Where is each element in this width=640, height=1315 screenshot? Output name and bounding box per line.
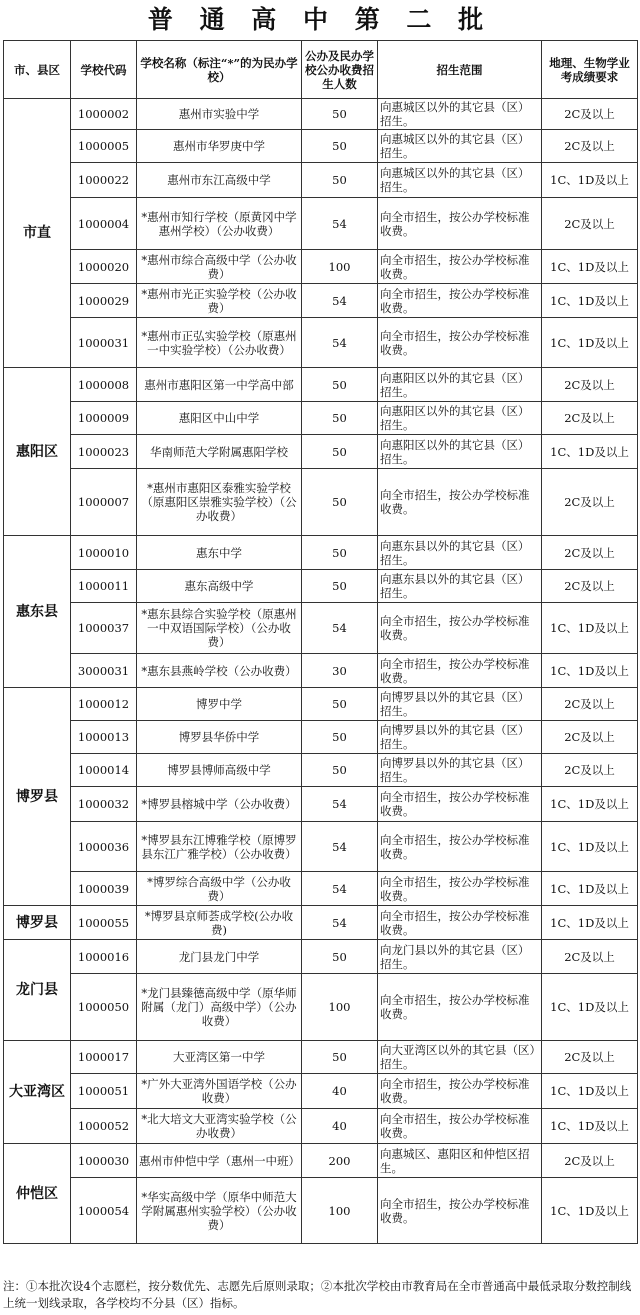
- requirement-cell: 2C及以上: [542, 402, 638, 435]
- table-row: [4, 130, 638, 163]
- school-name-cell: *惠东县燕岭学校（公办收费）: [137, 654, 302, 688]
- requirement-cell: 1C、1D及以上: [542, 974, 638, 1041]
- school-name-cell: 惠州市东江高级中学: [137, 163, 302, 198]
- count-cell: 50: [302, 570, 378, 603]
- table-row: [4, 536, 638, 570]
- scope-cell: 向惠阳区以外的其它县（区）招生。: [378, 435, 542, 469]
- school-name-cell: *惠州市知行学校（原黄冈中学惠州学校）（公办收费）: [137, 198, 302, 250]
- school-name-cell: *华实高级中学（原华中师范大学附属惠州实验学校）（公办收费）: [137, 1178, 302, 1244]
- requirement-cell: 1C、1D及以上: [542, 1109, 638, 1144]
- requirement-cell: 2C及以上: [542, 721, 638, 754]
- school-code-cell: 1000054: [71, 1178, 137, 1244]
- scope-cell: 向博罗县以外的其它县（区）招生。: [378, 754, 542, 787]
- school-code-cell: 3000031: [71, 654, 137, 688]
- table-row: [4, 654, 638, 688]
- school-code-cell: 1000036: [71, 822, 137, 872]
- count-cell: 100: [302, 974, 378, 1041]
- school-code-cell: 1000016: [71, 940, 137, 974]
- count-cell: 100: [302, 250, 378, 284]
- school-code-cell: 1000009: [71, 402, 137, 435]
- school-code-cell: 1000007: [71, 469, 137, 536]
- school-name-cell: *博罗县榕城中学（公办收费）: [137, 787, 302, 822]
- school-name-cell: 大亚湾区第一中学: [137, 1041, 302, 1074]
- school-name-cell: *惠州市正弘实验学校（原惠州一中实验学校）（公办收费）: [137, 318, 302, 368]
- school-name-cell: *北大培文大亚湾实验学校（公办收费）: [137, 1109, 302, 1144]
- scope-cell: 向惠城区以外的其它县（区）招生。: [378, 163, 542, 198]
- count-cell: 54: [302, 603, 378, 654]
- requirement-cell: 1C、1D及以上: [542, 318, 638, 368]
- table-row: [4, 99, 638, 130]
- scope-cell: 向大亚湾区以外的其它县（区）招生。: [378, 1041, 542, 1074]
- table-row: [4, 469, 638, 536]
- table-row: [4, 402, 638, 435]
- header-requirement: 地理、生物学业考成绩要求: [542, 41, 638, 99]
- count-cell: 50: [302, 99, 378, 130]
- requirement-cell: 2C及以上: [542, 99, 638, 130]
- count-cell: 30: [302, 654, 378, 688]
- scope-cell: 向龙门县以外的其它县（区）招生。: [378, 940, 542, 974]
- count-cell: 50: [302, 754, 378, 787]
- school-code-cell: 1000014: [71, 754, 137, 787]
- count-cell: 54: [302, 198, 378, 250]
- region-cell: 惠东县: [4, 536, 71, 688]
- school-name-cell: 惠阳区中山中学: [137, 402, 302, 435]
- scope-cell: 向惠城区以外的其它县（区）招生。: [378, 130, 542, 163]
- table-row: [4, 603, 638, 654]
- region-cell: 龙门县: [4, 940, 71, 1041]
- school-code-cell: 1000050: [71, 974, 137, 1041]
- count-cell: 100: [302, 1178, 378, 1244]
- page-title: 普 通 高 中 第 二 批: [147, 5, 493, 34]
- header-school-name: 学校名称（标注“*”的为民办学校）: [137, 41, 302, 99]
- region-cell: 市直: [4, 99, 71, 368]
- school-code-cell: 1000031: [71, 318, 137, 368]
- count-cell: 50: [302, 721, 378, 754]
- scope-cell: 向全市招生，按公办学校标准收费。: [378, 1178, 542, 1244]
- count-cell: 40: [302, 1074, 378, 1109]
- scope-cell: 向惠阳区以外的其它县（区）招生。: [378, 402, 542, 435]
- count-cell: 50: [302, 688, 378, 721]
- school-code-cell: 1000005: [71, 130, 137, 163]
- scope-cell: 向全市招生，按公办学校标准收费。: [378, 198, 542, 250]
- scope-cell: 向全市招生，按公办学校标准收费。: [378, 1109, 542, 1144]
- count-cell: 50: [302, 163, 378, 198]
- school-name-cell: *惠州市惠阳区泰雅实验学校（原惠阳区崇雅实验学校）（公办收费）: [137, 469, 302, 536]
- header-row: [4, 41, 638, 99]
- scope-cell: 向惠阳区以外的其它县（区）招生。: [378, 368, 542, 402]
- table-row: [4, 368, 638, 402]
- region-cell: 大亚湾区: [4, 1041, 71, 1144]
- requirement-cell: 2C及以上: [542, 1144, 638, 1178]
- scope-cell: 向惠东县以外的其它县（区）招生。: [378, 536, 542, 570]
- scope-cell: 向全市招生，按公办学校标准收费。: [378, 906, 542, 940]
- school-code-cell: 1000032: [71, 787, 137, 822]
- requirement-cell: 2C及以上: [542, 940, 638, 974]
- table-row: [4, 688, 638, 721]
- header-count: 公办及民办学校公办收费招生人数: [302, 41, 378, 99]
- school-code-cell: 1000011: [71, 570, 137, 603]
- header-region: 市、县区: [4, 41, 71, 99]
- requirement-cell: 2C及以上: [542, 1041, 638, 1074]
- count-cell: 54: [302, 787, 378, 822]
- header-code: 学校代码: [71, 41, 137, 99]
- requirement-cell: 1C、1D及以上: [542, 822, 638, 872]
- scope-cell: 向全市招生，按公办学校标准收费。: [378, 1074, 542, 1109]
- count-cell: 50: [302, 469, 378, 536]
- requirement-cell: 1C、1D及以上: [542, 435, 638, 469]
- scope-cell: 向惠东县以外的其它县（区）招生。: [378, 570, 542, 603]
- requirement-cell: 2C及以上: [542, 754, 638, 787]
- region-cell: 博罗县: [4, 688, 71, 906]
- school-name-cell: 博罗中学: [137, 688, 302, 721]
- table-row: [4, 1041, 638, 1074]
- school-name-cell: 博罗县博师高级中学: [137, 754, 302, 787]
- scope-cell: 向全市招生，按公办学校标准收费。: [378, 974, 542, 1041]
- count-cell: 54: [302, 872, 378, 906]
- count-cell: 54: [302, 906, 378, 940]
- school-name-cell: 惠东高级中学: [137, 570, 302, 603]
- scope-cell: 向博罗县以外的其它县（区）招生。: [378, 688, 542, 721]
- table-row: [4, 754, 638, 787]
- table-row: [4, 163, 638, 198]
- requirement-cell: 2C及以上: [542, 469, 638, 536]
- school-code-cell: 1000020: [71, 250, 137, 284]
- scope-cell: 向全市招生，按公办学校标准收费。: [378, 654, 542, 688]
- school-name-cell: 惠州市惠阳区第一中学高中部: [137, 368, 302, 402]
- school-name-cell: 惠东中学: [137, 536, 302, 570]
- school-code-cell: 1000017: [71, 1041, 137, 1074]
- requirement-cell: 2C及以上: [542, 570, 638, 603]
- school-code-cell: 1000004: [71, 198, 137, 250]
- scope-cell: 向惠城区以外的其它县（区）招生。: [378, 99, 542, 130]
- requirement-cell: 2C及以上: [542, 368, 638, 402]
- requirement-cell: 1C、1D及以上: [542, 906, 638, 940]
- scope-cell: 向全市招生，按公办学校标准收费。: [378, 250, 542, 284]
- requirement-cell: 1C、1D及以上: [542, 603, 638, 654]
- table-row: [4, 906, 638, 940]
- count-cell: 50: [302, 940, 378, 974]
- scope-cell: 向全市招生，按公办学校标准收费。: [378, 284, 542, 318]
- count-cell: 50: [302, 130, 378, 163]
- school-code-cell: 1000013: [71, 721, 137, 754]
- table-row: [4, 822, 638, 872]
- region-cell: 惠阳区: [4, 368, 71, 536]
- school-code-cell: 1000023: [71, 435, 137, 469]
- scope-cell: 向惠城区、惠阳区和仲恺区招生。: [378, 1144, 542, 1178]
- school-code-cell: 1000052: [71, 1109, 137, 1144]
- admission-table: [3, 40, 638, 1244]
- count-cell: 200: [302, 1144, 378, 1178]
- table-row: [4, 974, 638, 1041]
- school-name-cell: 惠州市仲恺中学（惠州一中班）: [137, 1144, 302, 1178]
- scope-cell: 向全市招生，按公办学校标准收费。: [378, 603, 542, 654]
- school-code-cell: 1000002: [71, 99, 137, 130]
- scope-cell: 向全市招生，按公办学校标准收费。: [378, 787, 542, 822]
- table-row: [4, 250, 638, 284]
- table-row: [4, 872, 638, 906]
- school-name-cell: *惠州市光正实验学校（公办收费）: [137, 284, 302, 318]
- count-cell: 50: [302, 435, 378, 469]
- region-cell: 博罗县: [4, 906, 71, 940]
- school-code-cell: 1000029: [71, 284, 137, 318]
- table-row: [4, 721, 638, 754]
- count-cell: 50: [302, 536, 378, 570]
- school-name-cell: 华南师范大学附属惠阳学校: [137, 435, 302, 469]
- requirement-cell: 1C、1D及以上: [542, 163, 638, 198]
- table-row: [4, 787, 638, 822]
- count-cell: 54: [302, 822, 378, 872]
- scope-cell: 向博罗县以外的其它县（区）招生。: [378, 721, 542, 754]
- count-cell: 54: [302, 318, 378, 368]
- region-cell: 仲恺区: [4, 1144, 71, 1244]
- school-name-cell: *龙门县臻德高级中学（原华师附属（龙门）高级中学）（公办收费）: [137, 974, 302, 1041]
- count-cell: 50: [302, 402, 378, 435]
- school-name-cell: 惠州市实验中学: [137, 99, 302, 130]
- count-cell: 50: [302, 368, 378, 402]
- school-code-cell: 1000012: [71, 688, 137, 721]
- count-cell: 54: [302, 284, 378, 318]
- table-row: [4, 1178, 638, 1244]
- school-code-cell: 1000051: [71, 1074, 137, 1109]
- table-row: [4, 1109, 638, 1144]
- requirement-cell: 1C、1D及以上: [542, 250, 638, 284]
- requirement-cell: 1C、1D及以上: [542, 654, 638, 688]
- requirement-cell: 1C、1D及以上: [542, 1074, 638, 1109]
- school-code-cell: 1000030: [71, 1144, 137, 1178]
- count-cell: 50: [302, 1041, 378, 1074]
- table-row: [4, 1144, 638, 1178]
- scope-cell: 向全市招生，按公办学校标准收费。: [378, 822, 542, 872]
- school-name-cell: *博罗综合高级中学（公办收费）: [137, 872, 302, 906]
- table-body: [4, 99, 638, 1244]
- requirement-cell: 1C、1D及以上: [542, 1178, 638, 1244]
- count-cell: 40: [302, 1109, 378, 1144]
- table-row: [4, 318, 638, 368]
- scope-cell: 向全市招生，按公办学校标准收费。: [378, 872, 542, 906]
- school-name-cell: *博罗县京师荟成学校(公办收费): [137, 906, 302, 940]
- school-name-cell: 惠州市华罗庚中学: [137, 130, 302, 163]
- school-name-cell: *博罗县东江博雅学校（原博罗县东江广雅学校）（公办收费）: [137, 822, 302, 872]
- school-code-cell: 1000055: [71, 906, 137, 940]
- requirement-cell: 2C及以上: [542, 688, 638, 721]
- school-code-cell: 1000022: [71, 163, 137, 198]
- school-name-cell: *广外大亚湾外国语学校（公办收费）: [137, 1074, 302, 1109]
- school-code-cell: 1000039: [71, 872, 137, 906]
- table-row: [4, 284, 638, 318]
- school-name-cell: 龙门县龙门中学: [137, 940, 302, 974]
- table-row: [4, 940, 638, 974]
- header-scope: 招生范围: [378, 41, 542, 99]
- requirement-cell: 2C及以上: [542, 536, 638, 570]
- requirement-cell: 1C、1D及以上: [542, 787, 638, 822]
- requirement-cell: 1C、1D及以上: [542, 284, 638, 318]
- table-row: [4, 1074, 638, 1109]
- school-name-cell: 博罗县华侨中学: [137, 721, 302, 754]
- school-code-cell: 1000037: [71, 603, 137, 654]
- scope-cell: 向全市招生，按公办学校标准收费。: [378, 318, 542, 368]
- scope-cell: 向全市招生，按公办学校标准收费。: [378, 469, 542, 536]
- school-code-cell: 1000010: [71, 536, 137, 570]
- requirement-cell: 2C及以上: [542, 130, 638, 163]
- school-name-cell: *惠州市综合高级中学（公办收费）: [137, 250, 302, 284]
- table-row: [4, 570, 638, 603]
- requirement-cell: 1C、1D及以上: [542, 872, 638, 906]
- school-name-cell: *惠东县综合实验学校（原惠州一中双语国际学校）（公办收费）: [137, 603, 302, 654]
- table-row: [4, 198, 638, 250]
- school-code-cell: 1000008: [71, 368, 137, 402]
- requirement-cell: 2C及以上: [542, 198, 638, 250]
- table-row: [4, 435, 638, 469]
- footnote: 注：①本批次设4个志愿栏，按分数优先、志愿先后原则录取；②本批次学校由市教育局在全市普通高中最低录取分数控制线上统一划线录取，各学校均不分县（区）指标。: [3, 1279, 632, 1310]
